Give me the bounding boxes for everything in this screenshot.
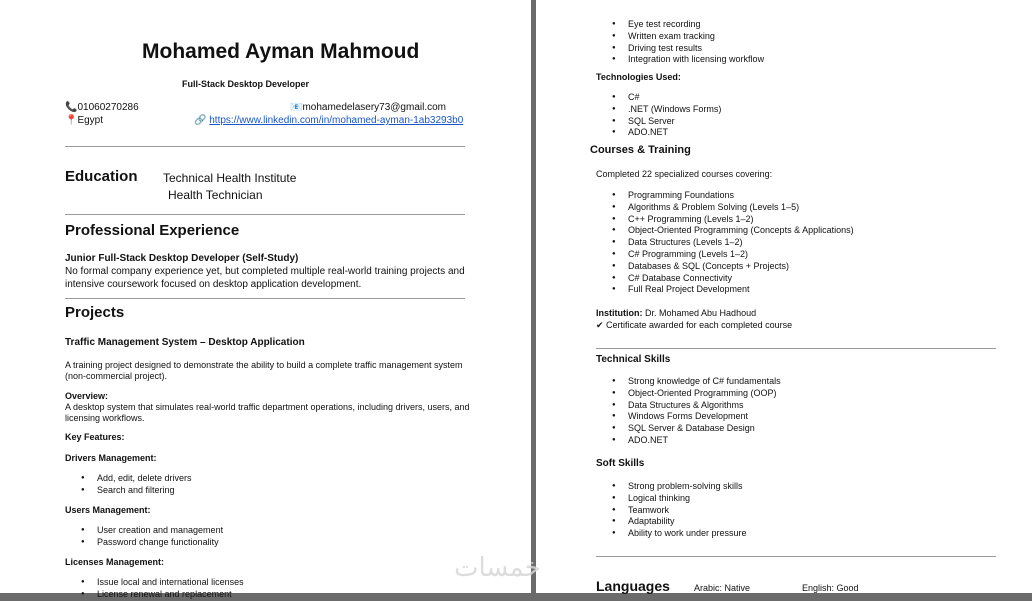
resume-page-2 — [536, 0, 1032, 593]
technologies-list — [612, 92, 721, 139]
email-contact[interactable] — [290, 102, 446, 113]
candidate-title: Full-Stack Desktop Developer — [182, 79, 310, 89]
divider — [596, 348, 996, 349]
list-item: ● Ability to work under pressure — [612, 528, 747, 540]
list-item: ● ADO.NET — [612, 435, 781, 447]
list-item: ● SQL Server — [612, 116, 721, 128]
list-item: ● C++ Programming (Levels 1–2) — [612, 214, 854, 226]
phone-contact — [65, 102, 139, 113]
soft-skills-list — [612, 481, 747, 540]
list-item: ● Password change functionality — [81, 537, 223, 549]
list-item: ● Object-Oriented Programming (Concepts & Applications) — [612, 225, 854, 237]
experience-description-line: No formal company experience yet, but completed multiple real-world training projects and — [65, 266, 465, 277]
list-item: ● Adaptability — [612, 516, 747, 528]
list-item: ● SQL Server & Database Design — [612, 423, 781, 435]
experience-description-line: intensive coursework focused on desktop application development. — [65, 279, 362, 290]
key-features-label: Key Features: — [65, 432, 125, 442]
list-item: ● Logical thinking — [612, 493, 747, 505]
list-item: ● .NET (Windows Forms) — [612, 104, 721, 116]
languages-heading: Languages — [596, 578, 670, 594]
list-item: ● Data Structures & Algorithms — [612, 400, 781, 412]
divider — [65, 146, 465, 147]
licenses-features-list — [81, 577, 244, 601]
drivers-management-label: Drivers Management: — [65, 453, 157, 463]
courses-intro: Completed 22 specialized courses covering: — [596, 169, 773, 179]
users-management-label: Users Management: — [65, 505, 151, 515]
list-item: ● Integration with licensing workflow — [612, 54, 764, 66]
watermark-logo: خمسات — [454, 553, 541, 583]
list-item: ● C# — [612, 92, 721, 104]
list-item: ● Written exam tracking — [612, 31, 764, 43]
linkedin-link[interactable]: https://www.linkedin.com/in/mohamed-ayman-1ab3293b0 — [209, 115, 464, 126]
phone-number: 01060270286 — [77, 102, 139, 113]
list-item: ● C# Database Connectivity — [612, 273, 854, 285]
users-features-list — [81, 525, 223, 549]
technologies-label: Technologies Used: — [596, 72, 681, 82]
list-item: ● User creation and management — [81, 525, 223, 537]
list-item: ● Teamwork — [612, 505, 747, 517]
experience-role: Junior Full-Stack Desktop Developer (Self-Study) — [65, 253, 299, 264]
link-icon: 🔗 — [194, 115, 207, 126]
course-institution — [596, 308, 756, 318]
project-features-continued-list — [612, 19, 764, 66]
list-item: ● Add, edit, delete drivers — [81, 473, 192, 485]
list-item: ● License renewal and replacement — [81, 589, 244, 601]
list-item: ● Strong problem-solving skills — [612, 481, 747, 493]
drivers-features-list — [81, 473, 192, 497]
divider — [65, 298, 465, 299]
technical-skills-heading: Technical Skills — [596, 354, 671, 365]
list-item: ● Data Structures (Levels 1–2) — [612, 237, 854, 249]
list-item: ● C# Programming (Levels 1–2) — [612, 249, 854, 261]
list-item: ● Eye test recording — [612, 19, 764, 31]
list-item: ● Algorithms & Problem Solving (Levels 1–5) — [612, 202, 854, 214]
project-intro-line: A training project designed to demonstrate the ability to build a complete traffic management system — [65, 360, 463, 370]
technical-skills-list — [612, 376, 781, 447]
list-item: ● Strong knowledge of C# fundamentals — [612, 376, 781, 388]
email-address[interactable]: mohamedelasery73@gmail.com — [302, 102, 446, 113]
divider — [596, 556, 996, 557]
location-contact — [65, 115, 103, 126]
list-item: ● Programming Foundations — [612, 190, 854, 202]
list-item: ● ADO.NET — [612, 127, 721, 139]
overview-line: A desktop system that simulates real-world traffic department operations, including drivers, users, and — [65, 402, 470, 412]
list-item: ● Full Real Project Development — [612, 284, 854, 296]
courses-heading: Courses & Training — [590, 144, 691, 156]
education-heading: Education — [65, 168, 138, 185]
location-text: Egypt — [77, 115, 104, 126]
courses-list — [612, 190, 854, 296]
candidate-name: Mohamed Ayman Mahmoud — [142, 40, 420, 63]
project-intro-line: (non-commercial project). — [65, 371, 168, 381]
project-title: Traffic Management System – Desktop Application — [65, 337, 305, 348]
certificate-note: ✔ Certificate awarded for each completed course — [596, 320, 793, 330]
phone-icon: 📞 — [65, 102, 78, 113]
language-arabic: Arabic: Native — [694, 583, 751, 593]
linkedin-contact[interactable] — [194, 115, 463, 126]
language-english: English: Good — [802, 583, 859, 593]
experience-heading: Professional Experience — [65, 222, 240, 239]
location-pin-icon: 📍 — [65, 115, 78, 126]
divider — [65, 214, 465, 215]
list-item: ● Databases & SQL (Concepts + Projects) — [612, 261, 854, 273]
overview-label: Overview: — [65, 391, 109, 401]
institution-label: Institution: — [596, 308, 643, 318]
soft-skills-heading: Soft Skills — [596, 458, 645, 469]
list-item: ● Driving test results — [612, 43, 764, 55]
list-item: ● Windows Forms Development — [612, 411, 781, 423]
overview-line: licensing workflows. — [65, 413, 145, 423]
email-icon: 📧 — [290, 102, 303, 113]
institution-name: Dr. Mohamed Abu Hadhoud — [645, 308, 757, 318]
list-item: ● Issue local and international licenses — [81, 577, 244, 589]
list-item: ● Object-Oriented Programming (OOP) — [612, 388, 781, 400]
licenses-management-label: Licenses Management: — [65, 557, 165, 567]
education-degree: Health Technician — [168, 188, 263, 202]
education-institution: Technical Health Institute — [163, 171, 297, 185]
list-item: ● Search and filtering — [81, 485, 192, 497]
projects-heading: Projects — [65, 304, 125, 321]
